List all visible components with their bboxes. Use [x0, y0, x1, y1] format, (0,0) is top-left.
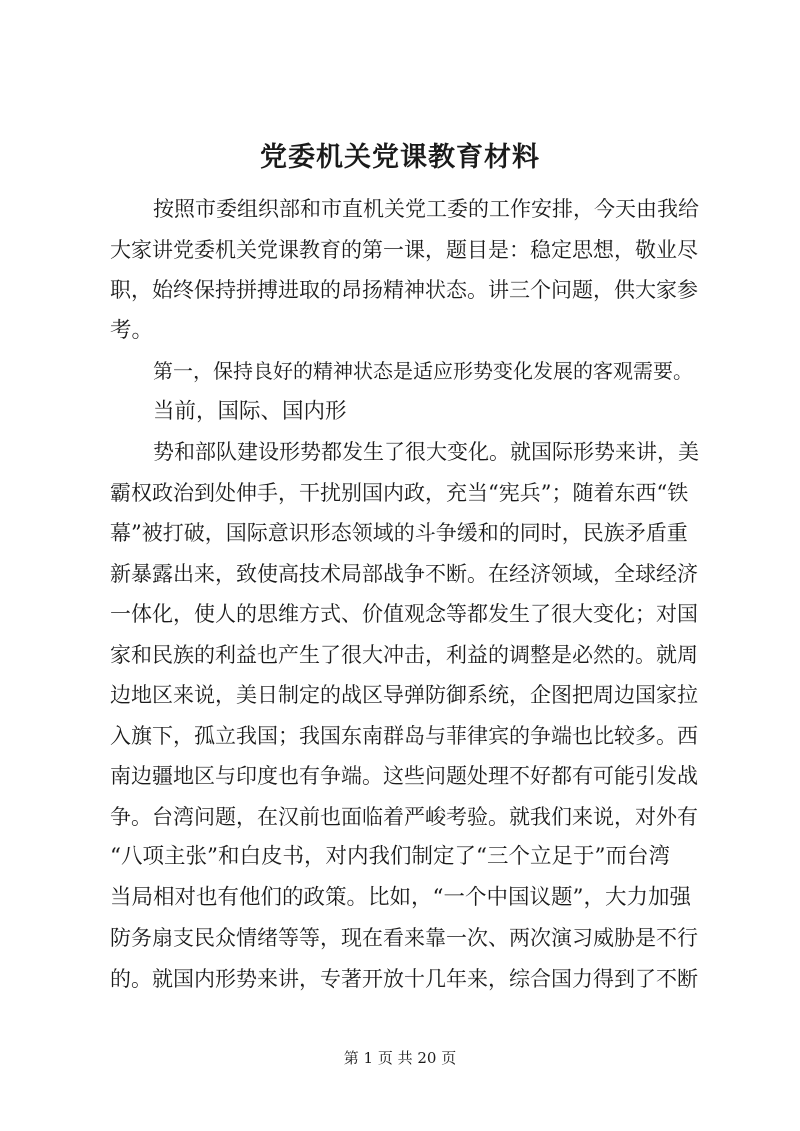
- text-line: 按照市委组织部和市直机关党工委的工作安排，今天由我给: [153, 197, 699, 221]
- text-line: 新暴露出来，致使高技术局部战争不断。在经济领域，全球经济: [110, 561, 698, 586]
- text-line: 家和民族的利益也产生了很大冲击，利益的调整是必然的。就周: [110, 642, 698, 667]
- text-line: 当前，国际、国内形: [153, 398, 347, 424]
- text-line: 当局相对也有他们的政策。比如，“一个中国议题”，大力加强: [110, 884, 691, 910]
- text-line: 幕”被打破，国际意识形态领域的斗争缓和的同时，民族矛盾重: [110, 521, 688, 545]
- text-line: 一体化，使人的思维方式、价值观念等都发生了很大变化；对国: [110, 602, 698, 626]
- text-line: 入旗下，孤立我国；我国东南群岛与菲律宾的争端也比较多。西: [110, 723, 698, 748]
- text-line: 第一，保持良好的精神状态是适应形势变化发展的客观需要。: [153, 359, 693, 383]
- text-line: 防务扇支民众情绪等等，现在看来靠一次、两次演习威胁是不行: [110, 926, 698, 950]
- text-line: 霸权政治到处伸手，干扰别国内政，充当“宪兵”；随着东西“铁: [110, 480, 689, 505]
- text-line: 南边疆地区与印度也有争端。这些问题处理不好都有可能引发战: [110, 764, 698, 788]
- text-line: 考。: [110, 317, 154, 343]
- text-line: 的。就国内形势来讲，专著开放十几年来，综合国力得到了不断: [110, 966, 698, 991]
- document-body: [110, 189, 700, 999]
- text-line: 边地区来说，美日制定的战区导弹防御系统，企图把周边国家拉: [110, 683, 698, 707]
- text-line: 争。台湾问题，在汉前也面临着严峻考验。就我们来说，对外有: [110, 804, 698, 829]
- document-title: 党委机关党课教育材料: [260, 142, 540, 173]
- text-line: “八项主张”和白皮书，对内我们制定了“三个立足于”而台湾: [110, 844, 670, 869]
- text-line: 势和部队建设形势都发生了很大变化。就国际形势来讲，美: [153, 440, 699, 464]
- text-line: 大家讲党委机关党课教育的第一课，题目是：稳定思想，敬业尽: [110, 237, 698, 262]
- page-number-footer: 第 1 页 共 20 页: [343, 1049, 457, 1067]
- text-line: 职，始终保持拼搏进取的昂扬精神状态。讲三个问题，供大家参: [110, 278, 698, 302]
